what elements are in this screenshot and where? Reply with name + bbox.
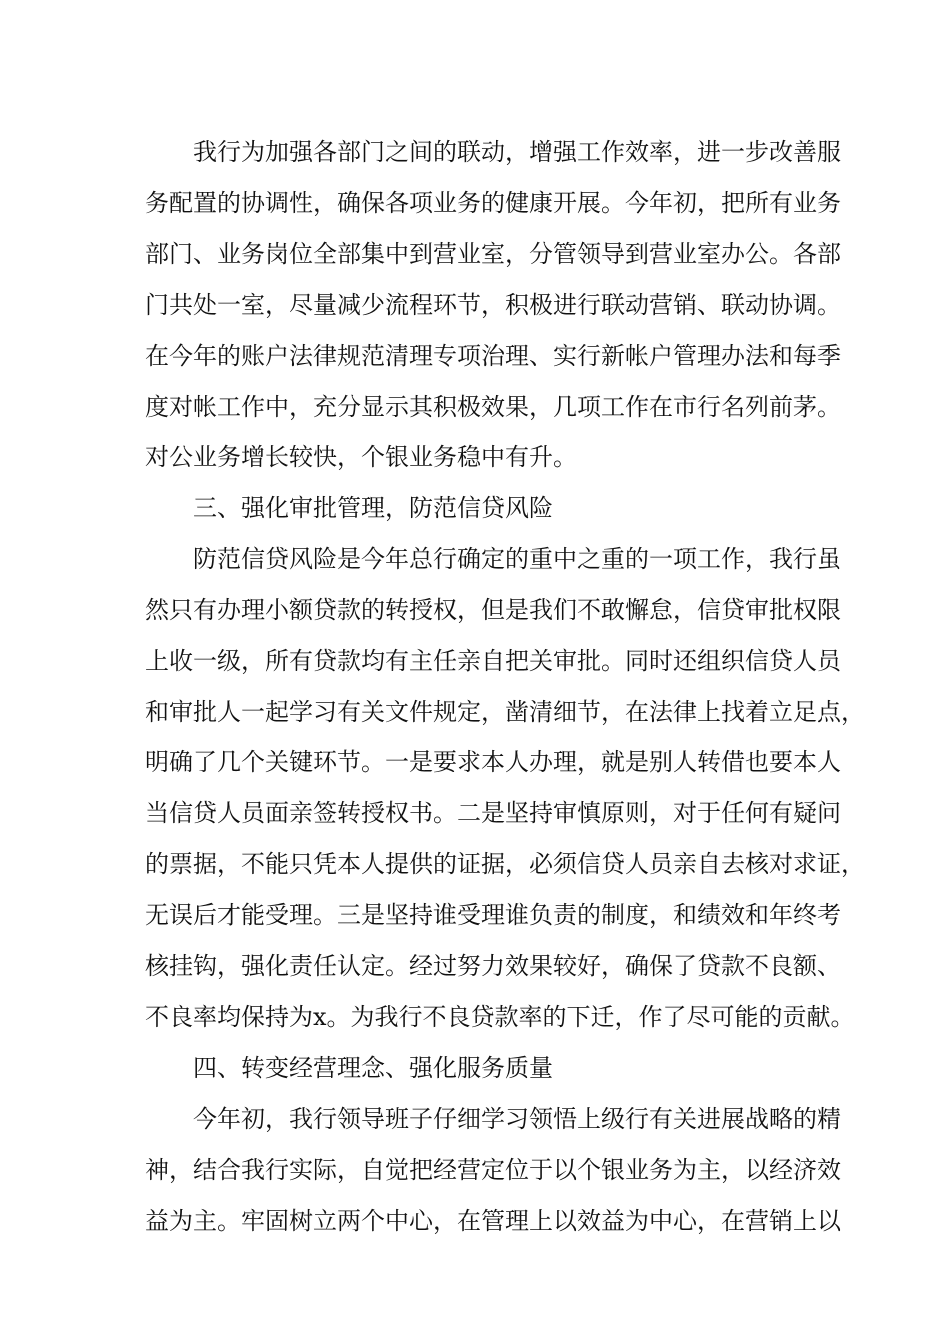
paragraph-line: 我行为加强各部门之间的联动，增强工作效率，进一步改善服 bbox=[193, 138, 841, 166]
paragraph-line: 当信贷人员面亲签转授权书。二是坚持审慎原则，对于任何有疑问 bbox=[145, 799, 841, 827]
paragraph-line: 对公业务增长较快，个银业务稳中有升。 bbox=[145, 443, 577, 471]
paragraph-line: 上收一级，所有贷款均有主任亲自把关审批。同时还组织信贷人员 bbox=[145, 647, 841, 675]
paragraph-line: 部门、业务岗位全部集中到营业室，分管领导到营业室办公。各部 bbox=[145, 240, 841, 268]
paragraph-line: 门共处一室，尽量减少流程环节，积极进行联动营销、联动协调。 bbox=[145, 291, 841, 319]
paragraph-line: 度对帐工作中，充分显示其积极效果，几项工作在市行名列前茅。 bbox=[145, 393, 841, 421]
paragraph-line: 务配置的协调性，确保各项业务的健康开展。今年初，把所有业务 bbox=[145, 189, 841, 217]
paragraph-line: 的票据，不能只凭本人提供的证据，必须信贷人员亲自去核对求证， bbox=[145, 850, 865, 878]
section-heading: 四、转变经营理念、强化服务质量 bbox=[193, 1054, 553, 1082]
paragraph-line: 明确了几个关键环节。一是要求本人办理，就是别人转借也要本人 bbox=[145, 748, 841, 776]
paragraph-line: 防范信贷风险是今年总行确定的重中之重的一项工作，我行虽 bbox=[193, 545, 841, 573]
paragraph-line: 在今年的账户法律规范清理专项治理、实行新帐户管理办法和每季 bbox=[145, 342, 841, 370]
paragraph-line: 今年初，我行领导班子仔细学习领悟上级行有关进展战略的精 bbox=[193, 1105, 841, 1133]
paragraph-line: 神，结合我行实际，自觉把经营定位于以个银业务为主，以经济效 bbox=[145, 1156, 841, 1184]
section-heading: 三、强化审批管理，防范信贷风险 bbox=[193, 494, 553, 522]
paragraph-line: 核挂钩，强化责任认定。经过努力效果较好，确保了贷款不良额、 bbox=[145, 952, 841, 980]
paragraph-line: 无误后才能受理。三是坚持谁受理谁负责的制度，和绩效和年终考 bbox=[145, 901, 841, 929]
paragraph-line: 不良率均保持为x。为我行不良贷款率的下迁，作了尽可能的贡献。 bbox=[145, 1003, 855, 1031]
paragraph-line: 和审批人一起学习有关文件规定，凿清细节，在法律上找着立足点， bbox=[145, 698, 865, 726]
paragraph-line: 益为主。牢固树立两个中心，在管理上以效益为中心，在营销上以 bbox=[145, 1207, 841, 1235]
paragraph-line: 然只有办理小额贷款的转授权，但是我们不敢懈怠，信贷审批权限 bbox=[145, 596, 841, 624]
